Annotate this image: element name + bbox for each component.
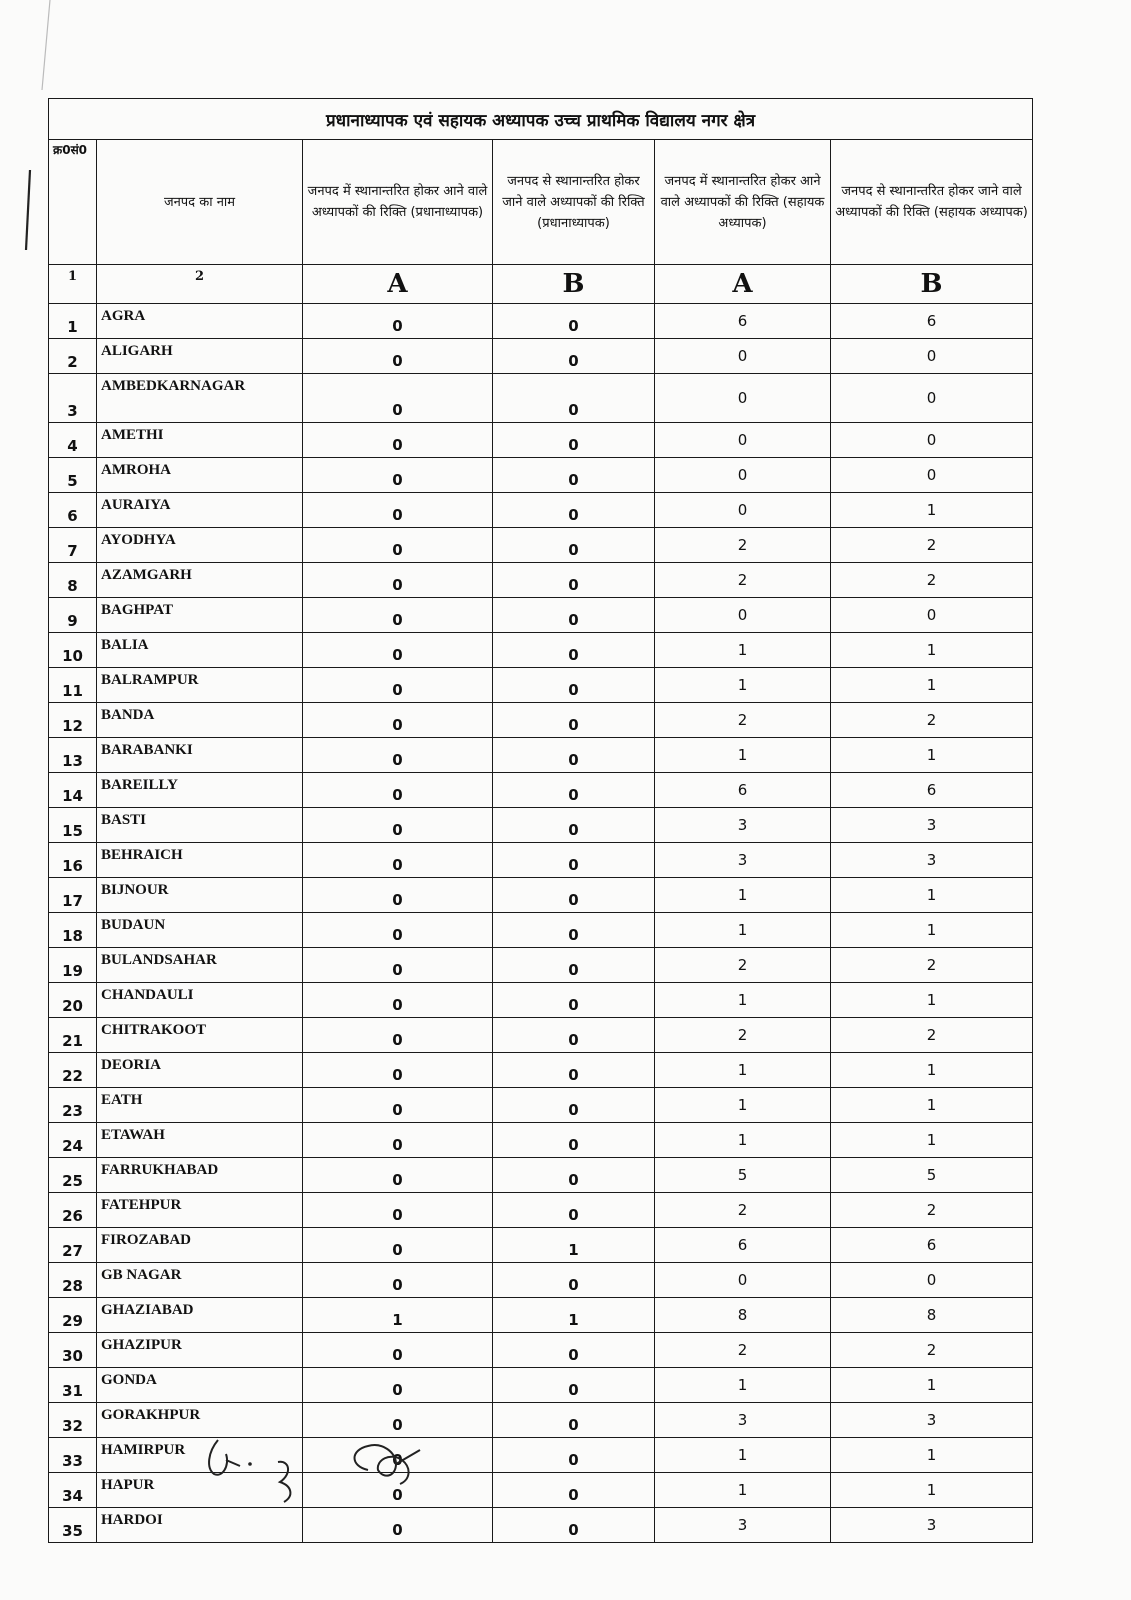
row-sno: 23 [49,1088,97,1123]
row-assistant-incoming: 2 [655,703,831,738]
row-district-name: DEORIA [97,1053,303,1088]
row-assistant-outgoing: 2 [831,1333,1033,1368]
table-row [49,493,1033,528]
row-headmaster-incoming: 0 [303,1228,493,1263]
row-sno: 1 [49,304,97,339]
row-assistant-incoming: 5 [655,1158,831,1193]
row-district-name: BAREILLY [97,773,303,808]
row-assistant-incoming: 6 [655,773,831,808]
row-headmaster-outgoing: 0 [493,633,655,668]
row-sno: 4 [49,423,97,458]
row-sno: 32 [49,1403,97,1438]
row-headmaster-outgoing: 0 [493,738,655,773]
row-assistant-outgoing: 2 [831,703,1033,738]
row-headmaster-outgoing: 0 [493,598,655,633]
table-row [49,703,1033,738]
row-assistant-outgoing: 1 [831,1123,1033,1158]
index-col-b1: B [493,265,655,304]
row-headmaster-outgoing: 0 [493,808,655,843]
row-district-name: CHITRAKOOT [97,1018,303,1053]
table-row [49,1088,1033,1123]
row-assistant-incoming: 1 [655,1368,831,1403]
row-assistant-outgoing: 1 [831,1053,1033,1088]
row-sno: 29 [49,1298,97,1333]
table-row [49,1263,1033,1298]
table-row [49,339,1033,374]
row-headmaster-outgoing: 0 [493,1438,655,1473]
row-assistant-outgoing: 1 [831,493,1033,528]
row-headmaster-outgoing: 0 [493,1333,655,1368]
row-district-name: FATEHPUR [97,1193,303,1228]
row-assistant-outgoing: 0 [831,1263,1033,1298]
row-assistant-outgoing: 6 [831,304,1033,339]
row-assistant-outgoing: 1 [831,668,1033,703]
row-headmaster-outgoing: 0 [493,1123,655,1158]
row-sno: 14 [49,773,97,808]
row-district-name: FARRUKHABAD [97,1158,303,1193]
row-assistant-outgoing: 1 [831,913,1033,948]
row-sno: 26 [49,1193,97,1228]
table-row [49,1473,1033,1508]
row-assistant-incoming: 3 [655,1403,831,1438]
row-assistant-incoming: 8 [655,1298,831,1333]
row-district-name: BAGHPAT [97,598,303,633]
row-district-name: AMETHI [97,423,303,458]
row-assistant-outgoing: 1 [831,1473,1033,1508]
row-assistant-outgoing: 1 [831,1438,1033,1473]
row-assistant-outgoing: 2 [831,1193,1033,1228]
row-district-name: AURAIYA [97,493,303,528]
row-headmaster-outgoing: 0 [493,1368,655,1403]
row-assistant-outgoing: 0 [831,423,1033,458]
row-assistant-incoming: 2 [655,563,831,598]
row-assistant-incoming: 2 [655,1193,831,1228]
row-headmaster-outgoing: 0 [493,878,655,913]
index-row [49,265,1033,304]
row-assistant-incoming: 0 [655,423,831,458]
row-headmaster-outgoing: 0 [493,1403,655,1438]
row-headmaster-incoming: 0 [303,1473,493,1508]
row-sno: 5 [49,458,97,493]
row-assistant-incoming: 6 [655,304,831,339]
row-headmaster-outgoing: 0 [493,1053,655,1088]
row-sno: 19 [49,948,97,983]
table-row [49,633,1033,668]
row-assistant-outgoing: 0 [831,374,1033,423]
row-sno: 17 [49,878,97,913]
row-headmaster-incoming: 0 [303,1158,493,1193]
row-headmaster-outgoing: 0 [493,983,655,1018]
header-sno: क्र0सं0 [49,140,97,265]
table-row [49,1193,1033,1228]
row-assistant-outgoing: 8 [831,1298,1033,1333]
index-col-a1: A [303,265,493,304]
row-sno: 12 [49,703,97,738]
row-assistant-incoming: 0 [655,458,831,493]
table-row [49,1508,1033,1543]
row-district-name: EATH [97,1088,303,1123]
table-row [49,843,1033,878]
row-district-name: BARABANKI [97,738,303,773]
row-assistant-incoming: 1 [655,878,831,913]
row-district-name: AZAMGARH [97,563,303,598]
row-district-name: BASTI [97,808,303,843]
row-headmaster-outgoing: 0 [493,493,655,528]
table-row [49,913,1033,948]
row-headmaster-incoming: 0 [303,738,493,773]
row-district-name: ALIGARH [97,339,303,374]
table-row [49,528,1033,563]
table-title: प्रधानाध्यापक एवं सहायक अध्यापक उच्च प्राथमिक विद्यालय नगर क्षेत्र [49,99,1033,140]
table-row [49,1123,1033,1158]
row-district-name: HAMIRPUR [97,1438,303,1473]
row-headmaster-outgoing: 0 [493,1193,655,1228]
row-headmaster-incoming: 0 [303,1438,493,1473]
row-headmaster-incoming: 0 [303,1088,493,1123]
row-assistant-incoming: 1 [655,1053,831,1088]
row-headmaster-incoming: 0 [303,339,493,374]
row-assistant-incoming: 2 [655,948,831,983]
row-assistant-incoming: 0 [655,339,831,374]
row-district-name: AMBEDKARNAGAR [97,374,303,423]
row-assistant-outgoing: 3 [831,1403,1033,1438]
row-headmaster-outgoing: 0 [493,1088,655,1123]
row-sno: 10 [49,633,97,668]
table-row [49,773,1033,808]
row-district-name: FIROZABAD [97,1228,303,1263]
row-assistant-outgoing: 5 [831,1158,1033,1193]
row-assistant-outgoing: 2 [831,563,1033,598]
row-headmaster-incoming: 0 [303,304,493,339]
row-assistant-outgoing: 0 [831,339,1033,374]
index-col-b2: B [831,265,1033,304]
row-sno: 13 [49,738,97,773]
table-row [49,1018,1033,1053]
row-assistant-incoming: 1 [655,668,831,703]
row-assistant-incoming: 2 [655,1333,831,1368]
vacancy-table [48,98,1033,1543]
row-headmaster-incoming: 0 [303,1508,493,1543]
row-assistant-outgoing: 6 [831,1228,1033,1263]
table-row [49,1158,1033,1193]
row-assistant-incoming: 1 [655,633,831,668]
row-assistant-outgoing: 2 [831,1018,1033,1053]
row-sno: 18 [49,913,97,948]
row-sno: 35 [49,1508,97,1543]
table-row [49,1228,1033,1263]
index-col-a2: A [655,265,831,304]
row-headmaster-outgoing: 0 [493,948,655,983]
row-district-name: BALRAMPUR [97,668,303,703]
row-sno: 28 [49,1263,97,1298]
row-assistant-incoming: 0 [655,374,831,423]
row-sno: 9 [49,598,97,633]
row-headmaster-incoming: 0 [303,423,493,458]
row-assistant-outgoing: 1 [831,1088,1033,1123]
row-district-name: GORAKHPUR [97,1403,303,1438]
row-assistant-outgoing: 3 [831,843,1033,878]
row-assistant-outgoing: 3 [831,808,1033,843]
row-headmaster-incoming: 0 [303,493,493,528]
row-sno: 15 [49,808,97,843]
title-row [49,99,1033,140]
row-headmaster-outgoing: 0 [493,1508,655,1543]
row-headmaster-outgoing: 0 [493,528,655,563]
row-headmaster-outgoing: 0 [493,668,655,703]
table-row [49,563,1033,598]
row-headmaster-incoming: 0 [303,668,493,703]
row-sno: 6 [49,493,97,528]
table-row [49,598,1033,633]
table-row [49,1298,1033,1333]
row-sno: 33 [49,1438,97,1473]
table-row [49,1333,1033,1368]
row-headmaster-outgoing: 0 [493,304,655,339]
row-assistant-incoming: 3 [655,808,831,843]
row-headmaster-incoming: 0 [303,913,493,948]
table-body [49,304,1033,1543]
row-sno: 3 [49,374,97,423]
row-assistant-incoming: 2 [655,1018,831,1053]
row-headmaster-incoming: 0 [303,843,493,878]
row-assistant-incoming: 0 [655,1263,831,1298]
row-headmaster-incoming: 0 [303,1123,493,1158]
row-district-name: BEHRAICH [97,843,303,878]
row-district-name: BANDA [97,703,303,738]
row-district-name: GHAZIPUR [97,1333,303,1368]
row-district-name: HAPUR [97,1473,303,1508]
row-assistant-incoming: 1 [655,1123,831,1158]
row-district-name: BULANDSAHAR [97,948,303,983]
table-row [49,423,1033,458]
row-headmaster-outgoing: 0 [493,374,655,423]
row-headmaster-outgoing: 0 [493,1473,655,1508]
row-headmaster-incoming: 0 [303,1368,493,1403]
row-sno: 8 [49,563,97,598]
row-assistant-incoming: 2 [655,528,831,563]
row-assistant-incoming: 1 [655,1473,831,1508]
header-district-name: जनपद का नाम [97,140,303,265]
handwritten-signature [200,1430,460,1510]
row-assistant-outgoing: 3 [831,1508,1033,1543]
row-headmaster-incoming: 0 [303,598,493,633]
row-sno: 22 [49,1053,97,1088]
row-sno: 11 [49,668,97,703]
row-headmaster-incoming: 0 [303,458,493,493]
header-assistant-outgoing: जनपद से स्थानान्तरित होकर जाने वाले अध्यापकों की रिक्ति (सहायक अध्यापक) [831,140,1033,265]
row-sno: 2 [49,339,97,374]
table-row [49,983,1033,1018]
header-headmaster-outgoing: जनपद से स्थानान्तरित होकर जाने वाले अध्यापकों की रिक्ति (प्रधानाध्यापक) [493,140,655,265]
row-assistant-incoming: 0 [655,493,831,528]
row-headmaster-incoming: 0 [303,1053,493,1088]
row-sno: 30 [49,1333,97,1368]
row-district-name: GB NAGAR [97,1263,303,1298]
row-sno: 7 [49,528,97,563]
row-assistant-outgoing: 1 [831,1368,1033,1403]
row-assistant-incoming: 0 [655,598,831,633]
row-headmaster-outgoing: 0 [493,1158,655,1193]
row-assistant-outgoing: 0 [831,458,1033,493]
row-assistant-outgoing: 0 [831,598,1033,633]
table-row [49,1053,1033,1088]
table-row [49,878,1033,913]
row-headmaster-incoming: 0 [303,703,493,738]
row-headmaster-outgoing: 0 [493,1263,655,1298]
row-district-name: CHANDAULI [97,983,303,1018]
row-headmaster-incoming: 0 [303,374,493,423]
row-headmaster-outgoing: 1 [493,1298,655,1333]
row-headmaster-outgoing: 0 [493,458,655,493]
row-sno: 16 [49,843,97,878]
row-headmaster-outgoing: 0 [493,703,655,738]
row-district-name: GONDA [97,1368,303,1403]
row-headmaster-outgoing: 0 [493,423,655,458]
row-district-name: BALIA [97,633,303,668]
row-headmaster-outgoing: 0 [493,339,655,374]
row-assistant-outgoing: 2 [831,948,1033,983]
row-assistant-incoming: 3 [655,1508,831,1543]
table-row [49,458,1033,493]
row-assistant-incoming: 6 [655,1228,831,1263]
table-row [49,738,1033,773]
row-sno: 27 [49,1228,97,1263]
row-sno: 34 [49,1473,97,1508]
row-headmaster-incoming: 0 [303,773,493,808]
row-district-name: AMROHA [97,458,303,493]
row-headmaster-outgoing: 0 [493,563,655,598]
row-headmaster-incoming: 0 [303,1193,493,1228]
row-headmaster-incoming: 0 [303,1333,493,1368]
row-headmaster-incoming: 0 [303,983,493,1018]
row-sno: 20 [49,983,97,1018]
row-assistant-outgoing: 6 [831,773,1033,808]
header-assistant-incoming: जनपद में स्थानान्तरित होकर आने वाले अध्यापकों की रिक्ति (सहायक अध्यापक) [655,140,831,265]
row-headmaster-incoming: 0 [303,1403,493,1438]
header-headmaster-incoming: जनपद में स्थानान्तरित होकर आने वाले अध्यापकों की रिक्ति (प्रधानाध्यापक) [303,140,493,265]
row-headmaster-incoming: 0 [303,808,493,843]
row-headmaster-outgoing: 0 [493,913,655,948]
row-sno: 25 [49,1158,97,1193]
row-assistant-incoming: 1 [655,913,831,948]
row-headmaster-incoming: 0 [303,1018,493,1053]
header-row [49,140,1033,265]
row-district-name: HARDOI [97,1508,303,1543]
table-row [49,304,1033,339]
row-headmaster-incoming: 1 [303,1298,493,1333]
row-headmaster-incoming: 0 [303,633,493,668]
index-sno: 1 [49,265,97,304]
row-assistant-incoming: 1 [655,983,831,1018]
row-sno: 21 [49,1018,97,1053]
row-assistant-incoming: 1 [655,738,831,773]
row-assistant-outgoing: 1 [831,738,1033,773]
row-assistant-outgoing: 1 [831,633,1033,668]
table-row [49,374,1033,423]
row-district-name: GHAZIABAD [97,1298,303,1333]
row-district-name: AGRA [97,304,303,339]
row-headmaster-outgoing: 0 [493,773,655,808]
table-row [49,1438,1033,1473]
table-row [49,668,1033,703]
row-assistant-outgoing: 2 [831,528,1033,563]
row-headmaster-incoming: 0 [303,878,493,913]
row-assistant-outgoing: 1 [831,983,1033,1018]
row-assistant-incoming: 3 [655,843,831,878]
table-row [49,948,1033,983]
row-district-name: BIJNOUR [97,878,303,913]
row-headmaster-incoming: 0 [303,528,493,563]
row-headmaster-incoming: 0 [303,563,493,598]
row-headmaster-outgoing: 1 [493,1228,655,1263]
index-name: 2 [97,265,303,304]
row-headmaster-outgoing: 0 [493,1018,655,1053]
row-assistant-incoming: 1 [655,1438,831,1473]
table-row [49,808,1033,843]
table-row [49,1403,1033,1438]
table-row [49,1368,1033,1403]
row-sno: 31 [49,1368,97,1403]
row-district-name: BUDAUN [97,913,303,948]
row-assistant-outgoing: 1 [831,878,1033,913]
row-headmaster-incoming: 0 [303,948,493,983]
row-sno: 24 [49,1123,97,1158]
vacancy-table-sheet [48,98,1032,1543]
row-headmaster-incoming: 0 [303,1263,493,1298]
row-district-name: AYODHYA [97,528,303,563]
row-district-name: ETAWAH [97,1123,303,1158]
row-headmaster-outgoing: 0 [493,843,655,878]
row-assistant-incoming: 1 [655,1088,831,1123]
